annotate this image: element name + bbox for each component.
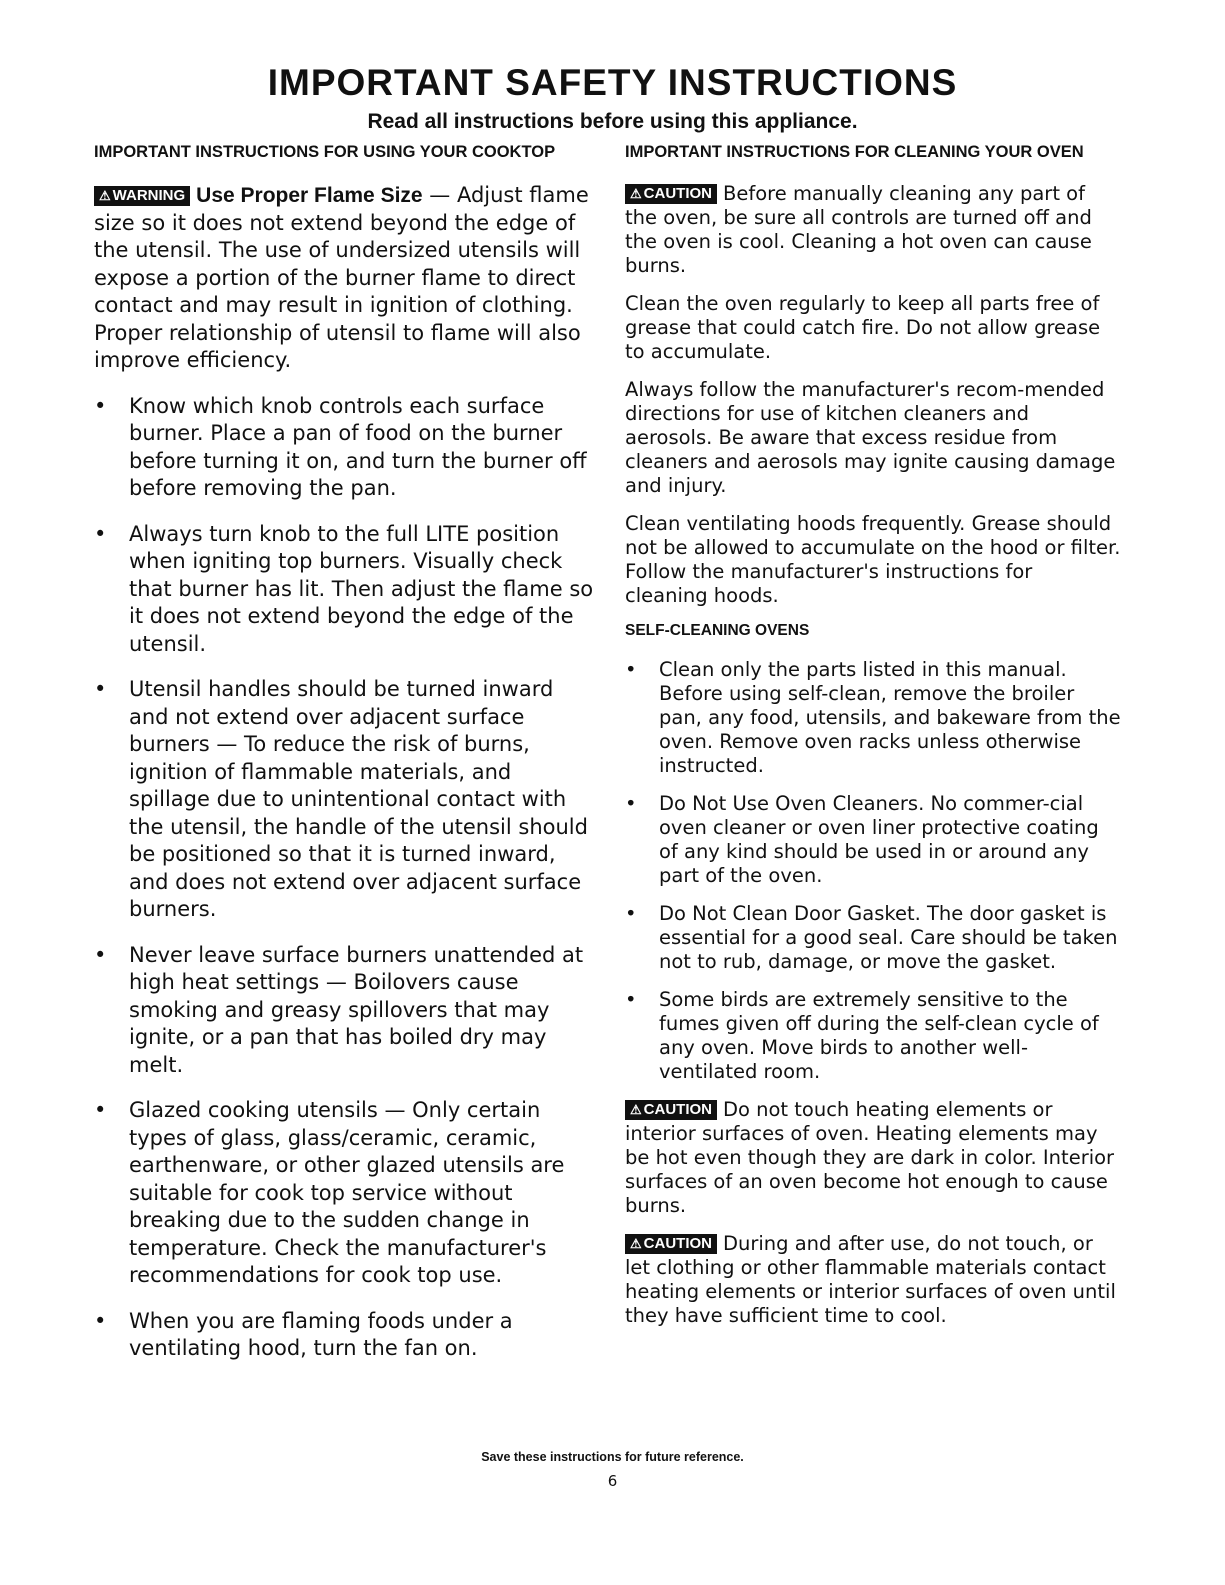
list-item bbox=[625, 902, 1121, 974]
caution-paragraph-2 bbox=[625, 1098, 1121, 1218]
list-item-text: Never leave surface burners unattended at high heat settings — Boilovers cause smoking and greasy spillovers that may ignite, or a pan that has boiled dry may melt. bbox=[129, 942, 584, 1077]
bullet-icon: • bbox=[625, 792, 637, 815]
caution-text: Do not touch heating elements or interior surfaces of oven. Heating elements may be hot even though they are dark in color. Interior surfaces of an oven become hot enough to cause burns. bbox=[625, 1098, 1115, 1217]
bullet-icon: • bbox=[625, 658, 637, 681]
self-clean-bullet-list bbox=[625, 658, 1121, 1084]
caution-badge bbox=[625, 1100, 717, 1120]
caution-text: During and after use, do not touch, or let clothing or other flammable materials contact heating elements or interior surfaces of oven until they have sufficient time to cool. bbox=[625, 1232, 1116, 1327]
caution-label: CAUTION bbox=[643, 1101, 712, 1118]
paragraph: Always follow the manufacturer's recom-mended directions for use of kitchen cleaners and aerosols. Be aware that excess residue from cleaners and aerosols may ignite causing damage and injury. bbox=[625, 378, 1116, 497]
footer-note: Save these instructions for future reference. bbox=[481, 1450, 744, 1464]
list-item bbox=[94, 942, 594, 1080]
caution-label: CAUTION bbox=[643, 185, 712, 202]
bullet-icon: • bbox=[94, 677, 107, 701]
left-column bbox=[94, 140, 594, 1381]
list-item bbox=[625, 658, 1121, 778]
list-item bbox=[625, 988, 1121, 1084]
bullet-icon: • bbox=[94, 1308, 107, 1333]
bullet-icon: • bbox=[94, 521, 107, 546]
bullet-icon: • bbox=[94, 393, 107, 418]
self-cleaning-heading: SELF-CLEANING OVENS bbox=[625, 622, 810, 639]
list-item-text: Clean only the parts listed in this manual. Before using self-clean, remove the broiler pan, any food, utensils, and bakeware from the oven. Remove oven racks unless otherwise instructed. bbox=[659, 658, 1121, 777]
list-item-text: Always turn knob to the full LITE position when igniting top burners. Visually check that burner has lit. Then adjust the flame so it does not extend beyond the edge of the utensil. bbox=[129, 521, 594, 656]
caution-paragraph-1 bbox=[625, 182, 1121, 278]
caution-text: Before manually cleaning any part of the oven, be sure all controls are turned off and the oven is cool. Cleaning a hot oven can cause burns. bbox=[625, 182, 1092, 277]
paragraph: Clean the oven regularly to keep all parts free of grease that could catch fire. Do not allow grease to accumulate. bbox=[625, 292, 1101, 363]
list-item bbox=[94, 393, 594, 503]
list-item-text: When you are flaming foods under a ventilating hood, turn the fan on. bbox=[129, 1308, 513, 1360]
oven-heading: IMPORTANT INSTRUCTIONS FOR CLEANING YOUR OVEN bbox=[625, 143, 1084, 161]
list-item bbox=[94, 521, 594, 659]
warning-triangle-icon: ⚠ bbox=[99, 188, 111, 203]
paragraph: Clean ventilating hoods frequently. Grease should not be allowed to accumulate on the hood or filter. Follow the manufacturer's instructions for cleaning hoods. bbox=[625, 512, 1121, 607]
cooktop-bullet-list bbox=[94, 393, 594, 1363]
list-item bbox=[625, 792, 1121, 888]
bullet-icon: • bbox=[94, 1098, 107, 1122]
list-item-text: Do Not Clean Door Gasket. The door gasket is essential for a good seal. Care should be taken not to rub, damage, or move the gasket. bbox=[659, 902, 1118, 973]
list-item-text: Utensil handles should be turned inward and not extend over adjacent surface burners — To reduce the risk of burns, ignition of flammable materials, and spillage due to unintentional contact with the utensil, the handle of the utensil should be positioned so that it is turned inward, and does not extend over adjacent surface burners. bbox=[129, 677, 588, 921]
bullet-icon: • bbox=[94, 942, 107, 967]
right-column bbox=[625, 140, 1121, 1342]
list-item bbox=[94, 1308, 594, 1363]
caution-paragraph-3 bbox=[625, 1232, 1121, 1328]
cooktop-heading: IMPORTANT INSTRUCTIONS FOR USING YOUR COOKTOP bbox=[94, 143, 556, 161]
list-item bbox=[94, 1097, 594, 1290]
caution-triangle-icon: ⚠ bbox=[630, 1102, 642, 1117]
caution-badge bbox=[625, 1234, 717, 1254]
warning-label: WARNING bbox=[112, 187, 186, 204]
warning-paragraph bbox=[94, 182, 594, 375]
bullet-icon: • bbox=[625, 988, 637, 1011]
caution-triangle-icon: ⚠ bbox=[630, 1236, 642, 1251]
list-item-text: Glazed cooking utensils — Only certain types of glass, glass/ceramic, ceramic, earthenware, or other glazed utensils are suitable for cook top service without breaking due to the sudden change in temperature. Check the manufacturer's recommendations for cook top use. bbox=[129, 1098, 565, 1287]
caution-triangle-icon: ⚠ bbox=[630, 186, 642, 201]
caution-badge bbox=[625, 184, 717, 204]
warning-badge bbox=[94, 186, 190, 206]
list-item-text: Do Not Use Oven Cleaners. No commer-cial oven cleaner or oven liner protective coating of any kind should be used in or around any part of the oven. bbox=[659, 792, 1099, 887]
list-item-text: Know which knob controls each surface burner. Place a pan of food on the burner before turning it on, and turn the burner off before removing the pan. bbox=[129, 393, 587, 500]
page-title: IMPORTANT SAFETY INSTRUCTIONS bbox=[267, 62, 958, 103]
warning-lead: Use Proper Flame Size bbox=[196, 184, 423, 207]
list-item-text: Some birds are extremely sensitive to the fumes given off during the self-clean cycle of any oven. Move birds to another well-ventilated room. bbox=[659, 988, 1099, 1083]
list-item bbox=[94, 676, 594, 924]
caution-label: CAUTION bbox=[643, 1235, 712, 1252]
page-subtitle: Read all instructions before using this appliance. bbox=[367, 110, 858, 133]
bullet-icon: • bbox=[625, 902, 637, 925]
page-number: 6 bbox=[607, 1472, 618, 1490]
warning-text: — Adjust flame size so it does not extend beyond the edge of the utensil. The use of undersized utensils will expose a portion of the burner flame to direct contact and may result in ignition of clothing. Proper relationship of utensil to flame will also improve efficiency. bbox=[94, 183, 589, 372]
